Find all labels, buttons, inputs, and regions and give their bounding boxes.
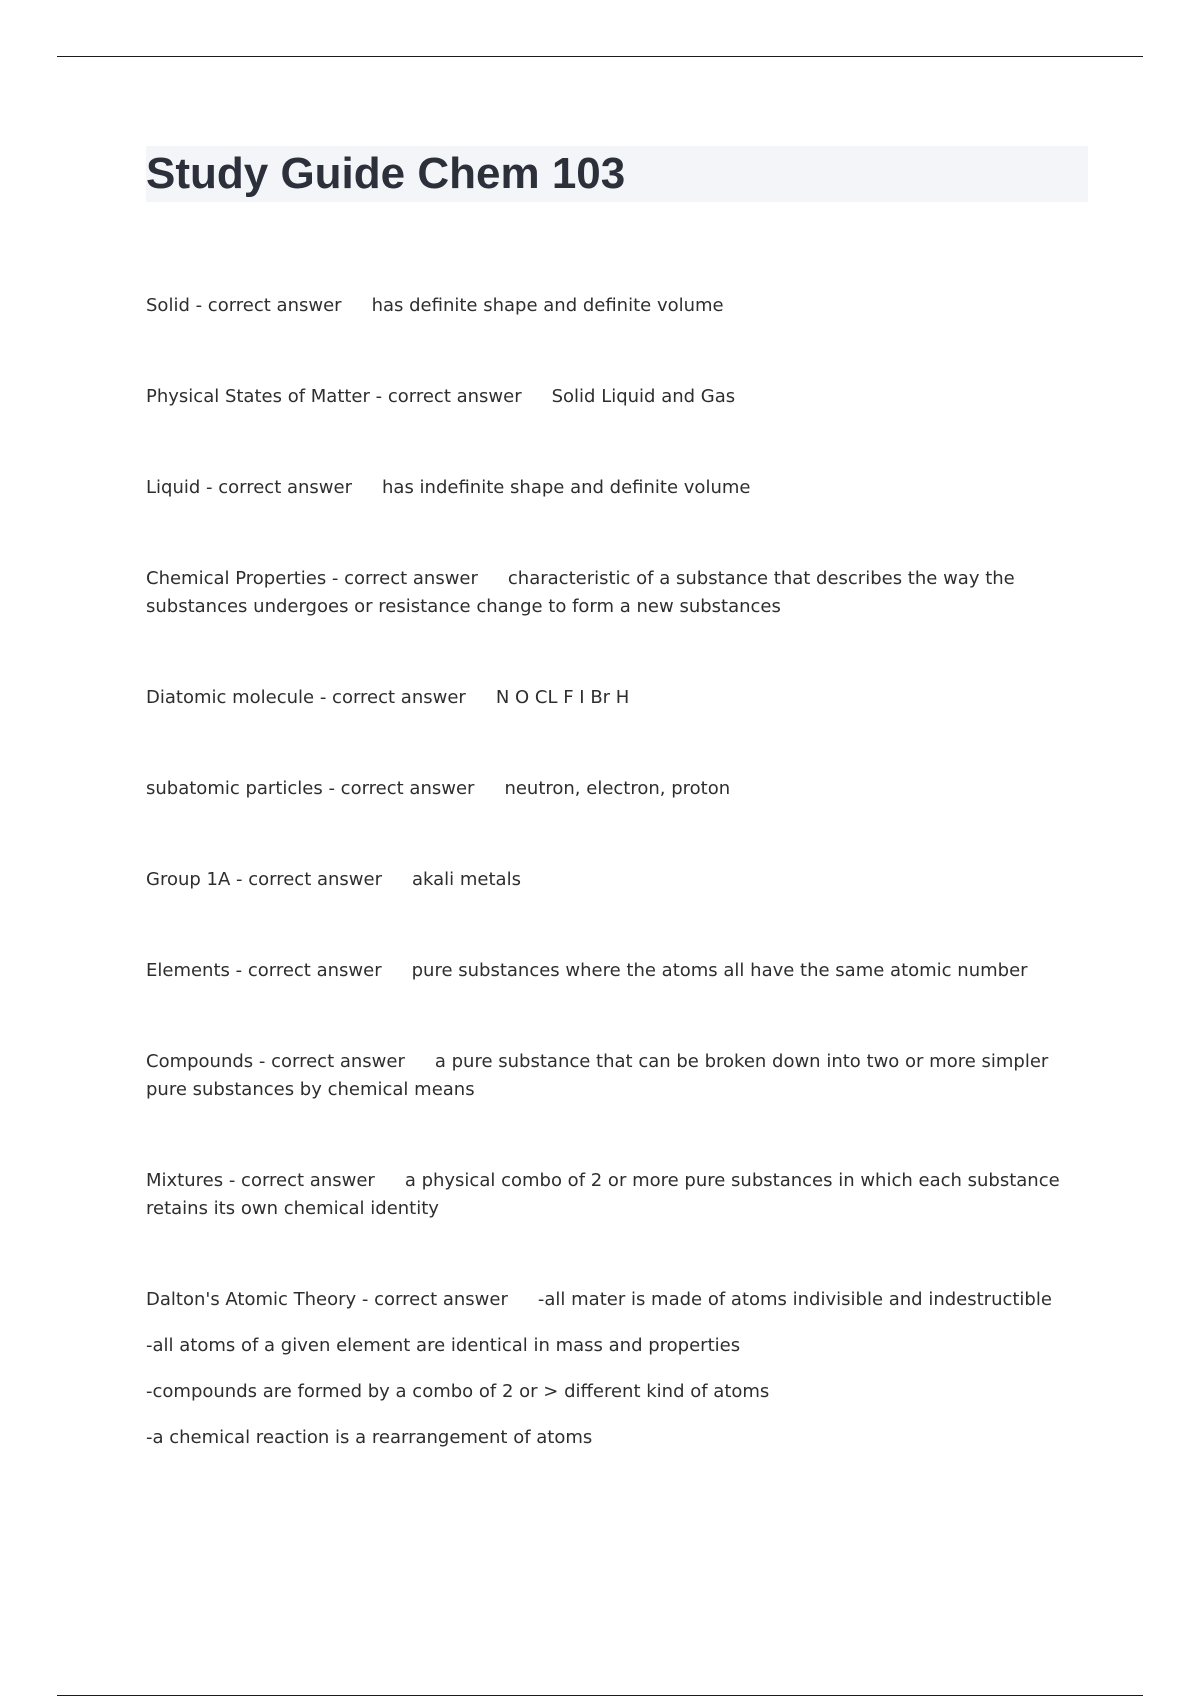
- qa-item-compounds: [146, 1048, 1076, 1167]
- bottom-rule: [57, 1695, 1143, 1696]
- qa-answer: a pure substance that can be broken down into two or more simpler pure substances by chemical means: [146, 1051, 1049, 1100]
- qa-term: Compounds - correct answer: [146, 1051, 405, 1072]
- qa-answer: N O CL F I Br H: [495, 687, 630, 708]
- qa-answer: akali metals: [412, 869, 521, 890]
- qa-term: subatomic particles - correct answer: [146, 778, 475, 799]
- qa-item-group-1a: [146, 866, 1076, 957]
- qa-item-elements: [146, 957, 1076, 1048]
- qa-item-physical-states: [146, 383, 1076, 474]
- qa-answer: has indefinite shape and definite volume: [382, 477, 751, 498]
- page-title: Study Guide Chem 103: [146, 149, 626, 198]
- qa-item-liquid: [146, 474, 1076, 565]
- qa-item-dalton: [146, 1286, 1076, 1314]
- qa-term: Physical States of Matter - correct answer: [146, 386, 522, 407]
- qa-answer: -all mater is made of atoms indivisible and indestructible: [537, 1289, 1052, 1310]
- qa-term: Mixtures - correct answer: [146, 1170, 375, 1191]
- qa-item-subatomic: [146, 775, 1076, 866]
- qa-term: Solid - correct answer: [146, 295, 342, 316]
- qa-list: [146, 292, 1076, 1452]
- qa-item-diatomic: [146, 684, 1076, 775]
- qa-term: Elements - correct answer: [146, 960, 382, 981]
- qa-term: Chemical Properties - correct answer: [146, 568, 478, 589]
- top-rule: [57, 56, 1143, 57]
- qa-term: Dalton's Atomic Theory - correct answer: [146, 1289, 508, 1310]
- qa-answer: neutron, electron, proton: [504, 778, 731, 799]
- qa-answer: has definite shape and definite volume: [371, 295, 724, 316]
- dalton-point: -all atoms of a given element are identical in mass and properties: [146, 1335, 741, 1356]
- dalton-point: -compounds are formed by a combo of 2 or > different kind of atoms: [146, 1381, 770, 1402]
- qa-item-chemical-properties: [146, 565, 1076, 684]
- qa-term: Group 1A - correct answer: [146, 869, 382, 890]
- qa-term: Diatomic molecule - correct answer: [146, 687, 466, 708]
- dalton-point: -a chemical reaction is a rearrangement of atoms: [146, 1427, 593, 1448]
- qa-item-solid: [146, 292, 1076, 383]
- qa-answer: a physical combo of 2 or more pure substances in which each substance retains its own chemical identity: [146, 1170, 1060, 1219]
- qa-answer: Solid Liquid and Gas: [551, 386, 736, 407]
- qa-answer: pure substances where the atoms all have the same atomic number: [411, 960, 1028, 981]
- qa-term: Liquid - correct answer: [146, 477, 352, 498]
- qa-item-mixtures: [146, 1167, 1076, 1286]
- qa-answer: characteristic of a substance that describes the way the substances undergoes or resistance change to form a new substances: [146, 568, 1015, 617]
